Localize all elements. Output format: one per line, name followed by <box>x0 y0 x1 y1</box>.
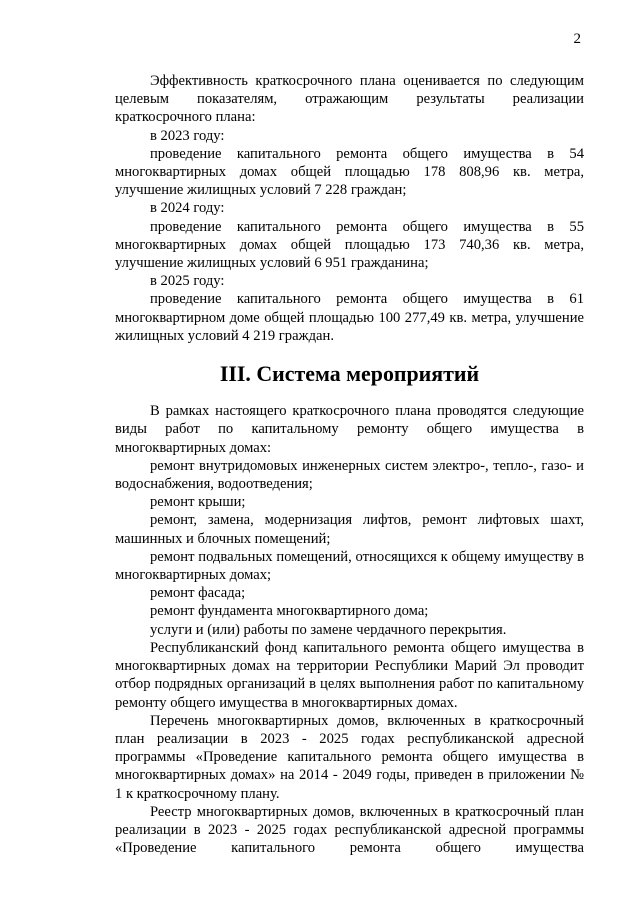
paragraph: ремонт фасада; <box>150 585 246 602</box>
page-number: 2 <box>573 31 581 47</box>
paragraph: проведение капитального ремонта общего имущества в 54 многоквартирных домах общей площадью 178 808,96 кв. метра, улучшение жилищных условий 7 228 граждан; <box>115 145 584 199</box>
section-heading: III. Система мероприятий <box>219 361 480 387</box>
paragraph: Перечень многоквартирных домов, включенных в краткосрочный план реализации в 2023 - 2025 годах республиканской адресной программы «Проведение капитального ремонта общего имущества в многоквартирных домах» на 2014 - 2049 годы, приведен в приложении № 1 к краткосрочному плану. <box>115 712 584 802</box>
paragraph: ремонт фундамента многоквартирного дома; <box>150 603 429 620</box>
paragraph: ремонт внутридомовых инженерных систем электро-, тепло-, газо- и водоснабжения, водоотведения; <box>115 457 584 493</box>
paragraph: ремонт, замена, модернизация лифтов, ремонт лифтовых шахт, машинных и блочных помещений; <box>115 512 584 547</box>
paragraph: В рамках настоящего краткосрочного плана проводятся следующие виды работ по капитальному ремонту общего имущества в многоквартирных домах: <box>115 403 584 456</box>
paragraph: проведение капитального ремонта общего имущества в 61 многоквартирном доме общей площадью 100 277,49 кв. метра, улучшение жилищных условий 4 219 граждан. <box>115 291 584 344</box>
paragraph: Эффективность краткосрочного плана оценивается по следующим целевым показателям, отражающим результаты реализации краткосрочного плана: <box>115 73 584 126</box>
paragraph: ремонт подвальных помещений, относящихся к общему имуществу в многоквартирных домах; <box>115 548 584 584</box>
measures-section <box>115 402 584 857</box>
paragraph: в 2024 году: <box>150 200 225 217</box>
paragraph: в 2025 году: <box>150 273 225 290</box>
paragraph: ремонт крыши; <box>150 494 246 511</box>
document-body <box>115 72 584 857</box>
targets-section <box>115 72 584 345</box>
paragraph: услуги и (или) работы по замене чердачного перекрытия. <box>150 621 507 638</box>
paragraph: в 2023 году: <box>150 127 225 144</box>
paragraph: проведение капитального ремонта общего имущества в 55 многоквартирных домах общей площадью 173 740,36 кв. метра, улучшение жилищных условий 6 951 гражданина; <box>115 218 584 272</box>
paragraph: Республиканский фонд капитального ремонта общего имущества в многоквартирных домах на территории Республики Марий Эл проводит отбор подрядных организаций в целях выполнения работ по капитальному ремонту общего имущества в многоквартирных домах. <box>115 639 584 711</box>
paragraph: Реестр многоквартирных домов, включенных в краткосрочный план реализации в 2023 - 2025 годах республиканской адресной программы «Проведение капитального ремонта общего имущества <box>115 803 584 857</box>
